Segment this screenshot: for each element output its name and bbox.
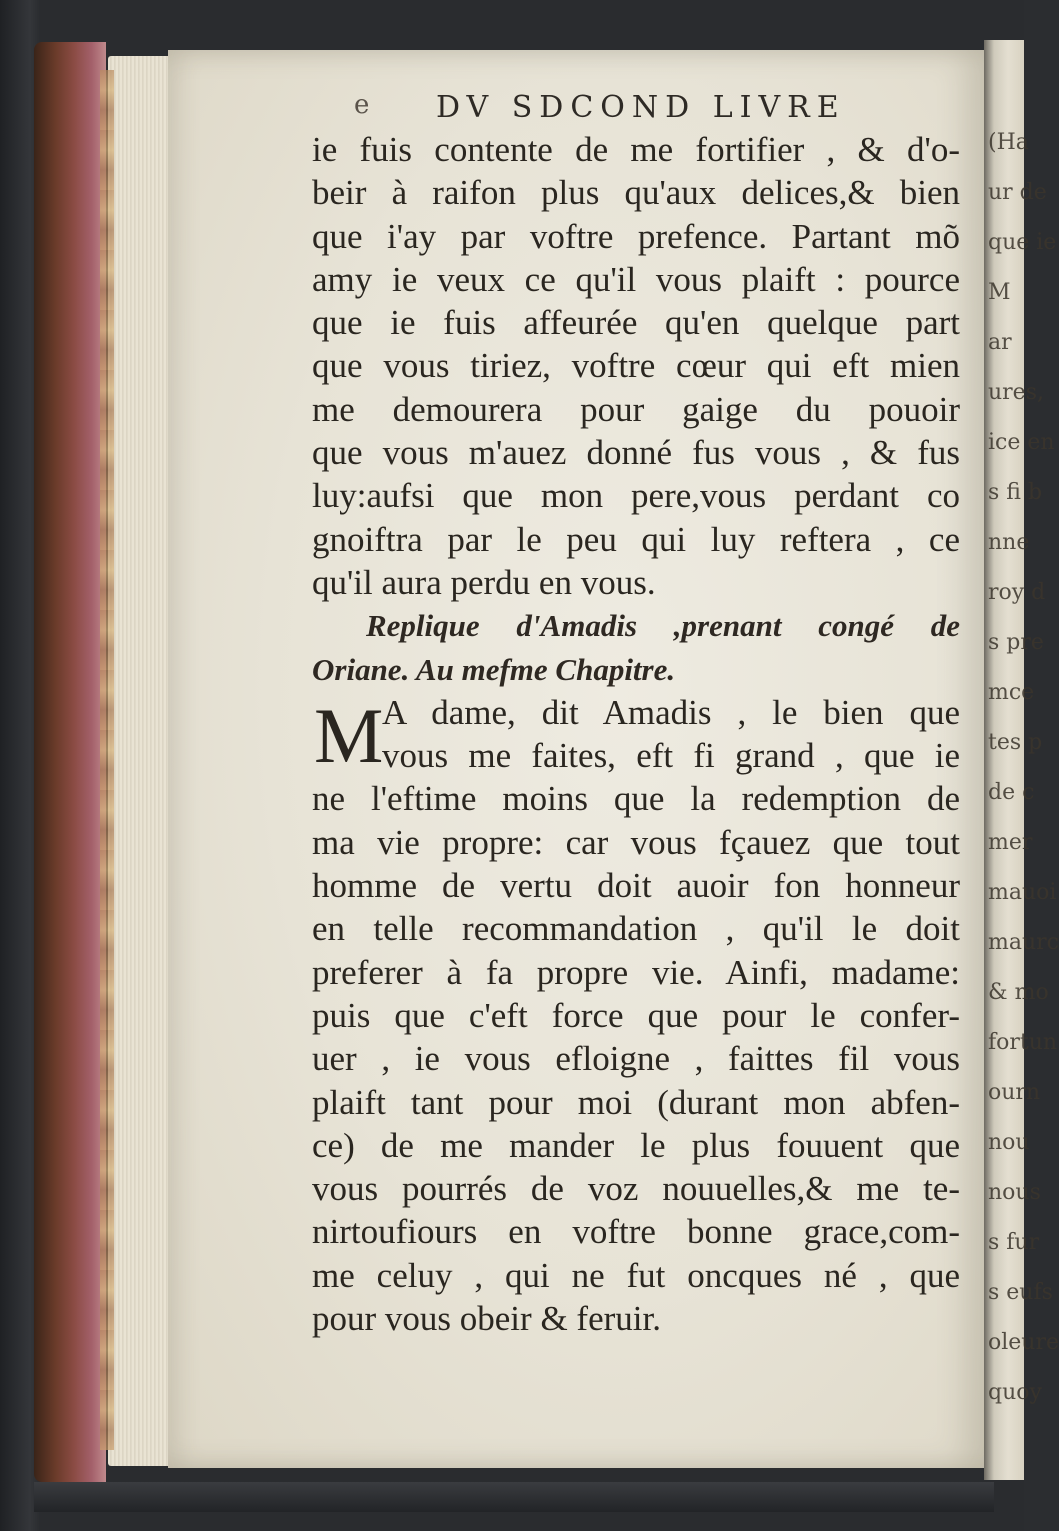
page-edges: [108, 56, 172, 1466]
facing-page-fragment: (Ha: [988, 130, 1029, 155]
text-line: ie fuis contente de me fortifier , & d'o-: [312, 130, 960, 169]
text-line: preferer à fa propre vie. Ainfi, madame:: [312, 952, 960, 992]
facing-page-fragment: que ie: [988, 230, 1057, 255]
text-line: nirtoufiours en voftre bonne grace,com-: [312, 1212, 960, 1252]
text-line: ce) de me mander le plus fouuent que: [312, 1125, 960, 1165]
text-line: que vous m'auez donné fus vous , & fus: [312, 433, 960, 473]
text-line: ne l'eftime moins que la redemption de: [312, 779, 960, 819]
text-line: amy ie veux ce qu'il vous plaift : pource: [312, 259, 960, 299]
paragraph-1: [312, 128, 960, 604]
facing-page-fragment: s fur: [988, 1230, 1040, 1255]
page-text: [312, 128, 960, 1340]
facing-page-fragment: maurc: [988, 930, 1059, 955]
dropcap-line-2: [312, 734, 960, 777]
chapter-heading: [312, 604, 960, 691]
text-line: vous pourrés de voz nouuelles,& me te-: [312, 1169, 960, 1209]
folio: e: [354, 90, 370, 120]
text-line: me celuy , qui ne fut oncques né , que: [312, 1255, 960, 1295]
facing-page-fragment: tes p: [988, 730, 1043, 755]
facing-page-fragment: oleure: [988, 1330, 1059, 1355]
facing-page-fragment: ourn: [988, 1080, 1041, 1105]
book-cover-left: [34, 42, 106, 1482]
facing-page-fragment: ar: [988, 330, 1012, 355]
text-line: vous me faites, eft fi grand , que ie: [382, 736, 960, 776]
facing-page-fragment: quoy: [988, 1380, 1042, 1405]
facing-page-fragment: ur de: [988, 180, 1047, 205]
facing-page-fragment: M: [988, 280, 1011, 305]
text-line: uer , ie vous efloigne , faittes fil vous: [312, 1039, 960, 1079]
text-line: me demourera pour gaige du pouoir: [312, 389, 960, 429]
facing-page-fragment: ures,: [988, 380, 1044, 405]
text-line: ma vie propre: car vous fçauez que tout: [312, 822, 960, 862]
gilt-edge: [100, 70, 114, 1450]
text-line: en telle recommandation , qu'il le doit: [312, 909, 960, 949]
facing-page-fragment: nous: [988, 1180, 1041, 1205]
facing-page-fragment: s pre: [988, 630, 1044, 655]
facing-page-fragment: mauoi: [988, 880, 1057, 905]
facing-page-fragment: ice en: [988, 430, 1055, 455]
text-line: pour vous obeir & feruir.: [312, 1299, 661, 1339]
text-line: qu'il aura perdu en vous.: [312, 562, 656, 602]
text-line: homme de vertu doit auoir fon honneur: [312, 866, 960, 906]
book-cover-bottom: [34, 1482, 994, 1512]
facing-page-fragment: nou: [988, 1130, 1030, 1155]
facing-page-fragment: fortun: [988, 1030, 1058, 1055]
text-line: beir à raifon plus qu'aux delices,& bien: [312, 173, 960, 213]
heading-line: Replique d'Amadis ,prenant congé de: [366, 608, 960, 644]
facing-page-fragment: s fi b: [988, 480, 1043, 505]
facing-page-fragment: roy d: [988, 580, 1046, 605]
text-line: A dame, dit Amadis , le bien que: [382, 692, 960, 732]
drop-cap: M: [314, 691, 384, 779]
running-head-title: DV SDCOND LIVRE: [436, 90, 846, 125]
facing-page: [984, 40, 1059, 1480]
facing-page-fragment: mce: [988, 680, 1035, 705]
text-line: que i'ay par voftre prefence. Partant mõ: [312, 216, 960, 256]
text-line: puis que c'eft force que pour le confer-: [312, 995, 960, 1035]
text-line: plaift tant pour moi (durant mon abfen-: [312, 1082, 960, 1122]
text-line: luy:aufsi que mon pere,vous perdant co: [312, 476, 960, 516]
text-line: que vous tiriez, voftre cœur qui eft mien: [312, 346, 960, 386]
text-line: que ie fuis affeurée qu'en quelque part: [312, 303, 960, 343]
running-head: [168, 90, 984, 130]
heading-line: Oriane. Au mefme Chapitre.: [312, 651, 676, 687]
facing-page-fragment: & mo: [988, 980, 1049, 1005]
paragraph-2: [312, 777, 960, 1340]
facing-page-fragment: s eufs: [988, 1280, 1053, 1305]
text-line: gnoiftra par le peu qui luy reftera , ce: [312, 519, 960, 559]
facing-page-fragment: mer: [988, 830, 1033, 855]
facing-page-fragment: nne: [988, 530, 1030, 555]
facing-page-fragment: de c: [988, 780, 1035, 805]
